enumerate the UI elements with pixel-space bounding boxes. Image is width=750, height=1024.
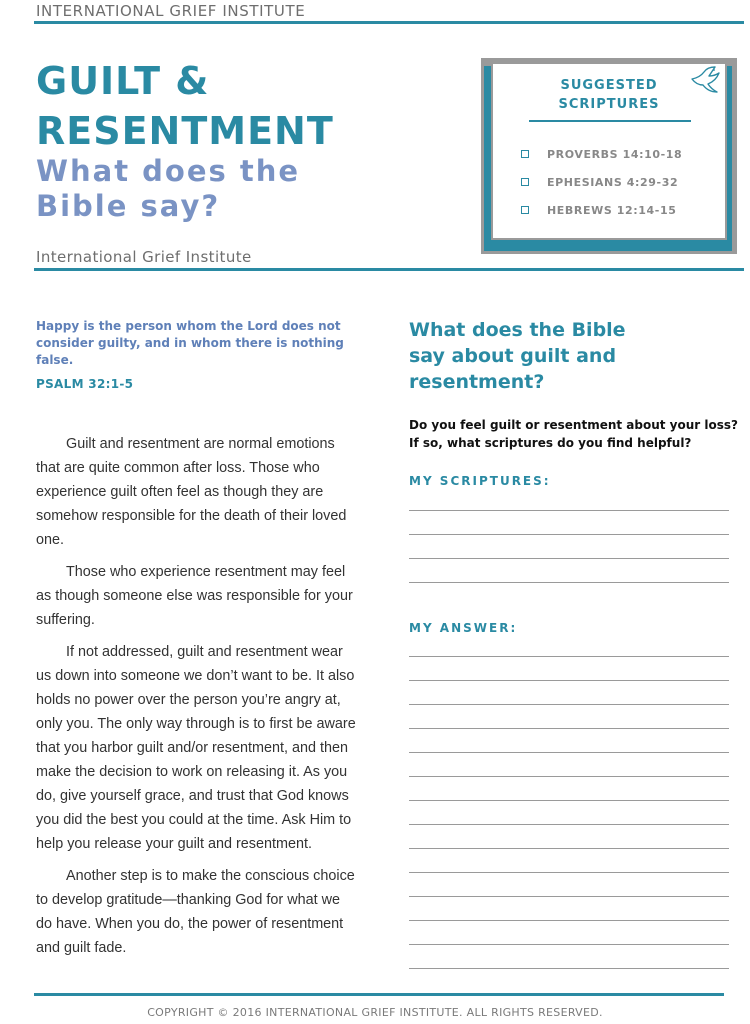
box-title-rule: [529, 120, 691, 122]
scripture-item: [521, 140, 682, 168]
box-title-line-2: SCRIPTURES: [558, 97, 660, 112]
scripture-item-label: EPHESIANS 4:29-32: [547, 175, 679, 189]
my-scriptures-label: MY SCRIPTURES:: [409, 474, 551, 488]
answer-writing-line[interactable]: [409, 776, 729, 777]
body-paragraph: Guilt and resentment are normal emotions that are quite common after loss. Those who experience guilt often feel as though they are somehow responsible for the death of their loved one.: [36, 436, 347, 548]
box-title-line-1: SUGGESTED: [560, 78, 658, 93]
right-heading-line-2: say about guilt and: [409, 345, 617, 367]
answer-writing-line[interactable]: [409, 704, 729, 705]
scripture-item: [521, 196, 682, 224]
title-line-1: GUILT &: [36, 59, 210, 103]
answer-writing-line[interactable]: [409, 800, 729, 801]
answer-writing-line[interactable]: [409, 872, 729, 873]
answer-writing-line[interactable]: [409, 896, 729, 897]
answer-writing-line[interactable]: [409, 968, 729, 969]
page-subtitle: [36, 154, 300, 224]
right-heading-line-3: resentment?: [409, 371, 545, 393]
scriptures-writing-line[interactable]: [409, 510, 729, 511]
scriptures-writing-line[interactable]: [409, 582, 729, 583]
answer-writing-line[interactable]: [409, 848, 729, 849]
answer-writing-line[interactable]: [409, 920, 729, 921]
answer-writing-line[interactable]: [409, 752, 729, 753]
answer-writing-line[interactable]: [409, 944, 729, 945]
quote-reference: PSALM 32:1-5: [36, 377, 134, 391]
footer-rule: [34, 993, 724, 996]
suggested-scriptures-box: [491, 62, 727, 240]
answer-writing-line[interactable]: [409, 728, 729, 729]
byline: International Grief Institute: [36, 248, 252, 266]
my-answer-label: MY ANSWER:: [409, 621, 518, 635]
suggested-scriptures-title: [493, 76, 725, 114]
question-line-1: Do you feel guilt or resentment about your loss?: [409, 418, 738, 432]
subtitle-line-2: Bible say?: [36, 189, 221, 223]
top-rule: [34, 21, 744, 24]
checkbox-square-icon: [521, 150, 529, 158]
scripture-item: [521, 168, 682, 196]
subtitle-line-1: What does the: [36, 154, 301, 188]
title-line-2: RESENTMENT: [36, 109, 334, 153]
scriptures-writing-line[interactable]: [409, 558, 729, 559]
scripture-list: [521, 140, 682, 224]
org-name-top: INTERNATIONAL GRIEF INSTITUTE: [36, 2, 306, 20]
right-heading: [409, 317, 689, 395]
copyright-notice: COPYRIGHT © 2016 INTERNATIONAL GRIEF INSTITUTE. ALL RIGHTS RESERVED.: [147, 1006, 603, 1019]
header-rule: [34, 268, 744, 271]
answer-writing-line[interactable]: [409, 680, 729, 681]
scripture-item-label: PROVERBS 14:10-18: [547, 147, 683, 161]
question-line-2: If so, what scriptures do you find helpful?: [409, 436, 692, 450]
scripture-item-label: HEBREWS 12:14-15: [547, 203, 677, 217]
answer-writing-line[interactable]: [409, 656, 729, 657]
scripture-quote: Happy is the person whom the Lord does not consider guilty, and in whom there is nothing false.: [36, 319, 344, 367]
page-title: [36, 56, 334, 156]
answer-writing-line[interactable]: [409, 824, 729, 825]
checkbox-square-icon: [521, 178, 529, 186]
body-paragraph: Those who experience resentment may feel as though someone else was responsible for your suffering.: [36, 564, 353, 628]
right-heading-line-1: What does the Bible: [409, 319, 626, 341]
checkbox-square-icon: [521, 206, 529, 214]
body-paragraph: If not addressed, guilt and resentment wear us down into someone we don’t want to be. It also holds no power over the person you’re angry at, only you. The only way through is to first be aware that you harbor guilt and/or resentment, and then make the decision to work on releasing it. As you do, give yourself grace, and trust that God knows you did the best you could at the time. Ask Him to help you release your guilt and resentment.: [36, 644, 356, 852]
reflection-question: [409, 416, 739, 452]
body-text: [36, 432, 358, 968]
scriptures-writing-line[interactable]: [409, 534, 729, 535]
body-paragraph: Another step is to make the conscious choice to develop gratitude—thanking God for what we do have. When you do, the power of resentment and guilt fade.: [36, 868, 355, 956]
